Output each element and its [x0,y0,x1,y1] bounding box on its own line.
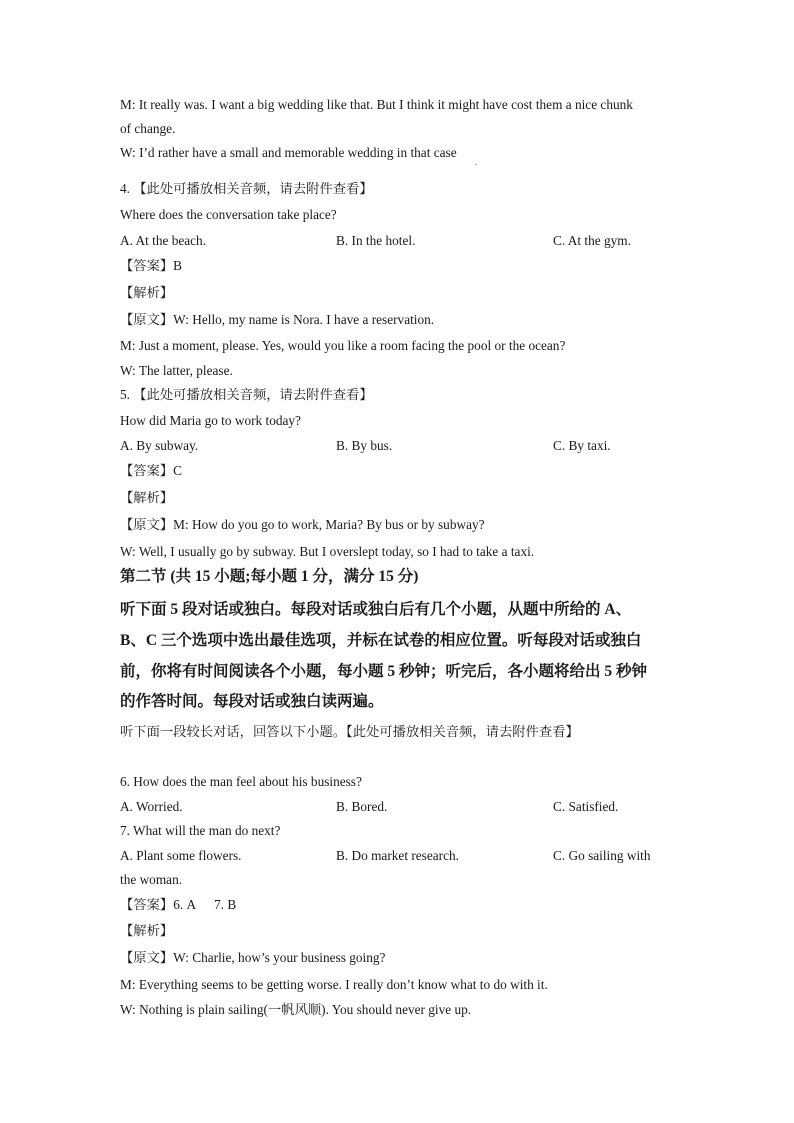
transcript-line: 【原文】W: Hello, my name is Nora. I have a reservation. [120,312,435,327]
transcript-line: W: I’d rather have a small and memorable wedding in that case [120,145,457,160]
trailing-dot: . [475,158,477,167]
transcript-line: W: The latter, please. [120,363,233,378]
option-b: B. Bored. [336,799,388,814]
question-5-header: 5. 【此处可播放相关音频，请去附件查看】 [120,387,373,402]
option-b: B. By bus. [336,438,393,453]
option-b: B. Do market research. [336,848,459,863]
transcript-line: of change. [120,121,176,136]
question-5-text: How did Maria go to work today? [120,413,301,428]
section-instructions: 前，你将有时间阅读各个小题，每小题 5 秒钟；听完后，各小题将给出 5 秒钟 [120,663,648,680]
question-6-text: 6. How does the man feel about his business? [120,774,362,789]
section-title: 第二节 (共 15 小题;每小题 1 分，满分 15 分) [120,568,419,585]
transcript-line: 【原文】M: How do you go to work, Maria? By bus or by subway? [120,517,485,532]
question-7-text: 7. What will the man do next? [120,823,281,838]
transcript-line: M: Just a moment, please. Yes, would you like a room facing the pool or the ocean? [120,338,566,353]
transcript-line: W: Nothing is plain sailing(一帆风顺). You should never give up. [120,1002,472,1017]
option-c-continued: the woman. [120,872,183,887]
analysis-label: 【解析】 [120,923,174,938]
question-4-text: Where does the conversation take place? [120,207,337,222]
transcript-line: W: Well, I usually go by subway. But I overslept today, so I had to take a taxi. [120,544,535,559]
option-c: C. By taxi. [553,438,611,453]
transcript-line: M: Everything seems to be getting worse. I really don’t know what to do with it. [120,977,548,992]
listening-prompt: 听下面一段较长对话，回答以下小题。【此处可播放相关音频，请去附件查看】 [120,724,579,739]
option-c: C. At the gym. [553,233,631,248]
answer-label: 【答案】B [120,258,183,273]
section-instructions: 的作答时间。每段对话或独白读两遍。 [120,693,384,710]
option-a: A. At the beach. [120,233,207,248]
section-instructions: 听下面 5 段对话或独白。每段对话或独白后有几个小题，从题中所给的 A、 [120,601,632,618]
transcript-line: 【原文】W: Charlie, how’s your business going? [120,950,386,965]
analysis-label: 【解析】 [120,285,174,300]
answer-label: 【答案】C [120,463,183,478]
answer-tag: 【答案】 [120,897,174,912]
option-c: C. Go sailing with [553,848,651,863]
option-c: C. Satisfied. [553,799,619,814]
option-b: B. In the hotel. [336,233,416,248]
option-a: A. By subway. [120,438,199,453]
answer-7: 7. B [214,897,237,912]
answer-6: 6. A [173,897,197,912]
answer-label [120,896,236,914]
option-a: A. Worried. [120,799,183,814]
question-4-header: 4. 【此处可播放相关音频，请去附件查看】 [120,181,373,196]
section-instructions: B、C 三个选项中选出最佳选项，并标在试卷的相应位置。听每段对话或独白 [120,632,642,649]
transcript-line: M: It really was. I want a big wedding like that. But I think it might have cost them a nice chunk [120,97,633,112]
analysis-label: 【解析】 [120,490,174,505]
option-a: A. Plant some flowers. [120,848,242,863]
